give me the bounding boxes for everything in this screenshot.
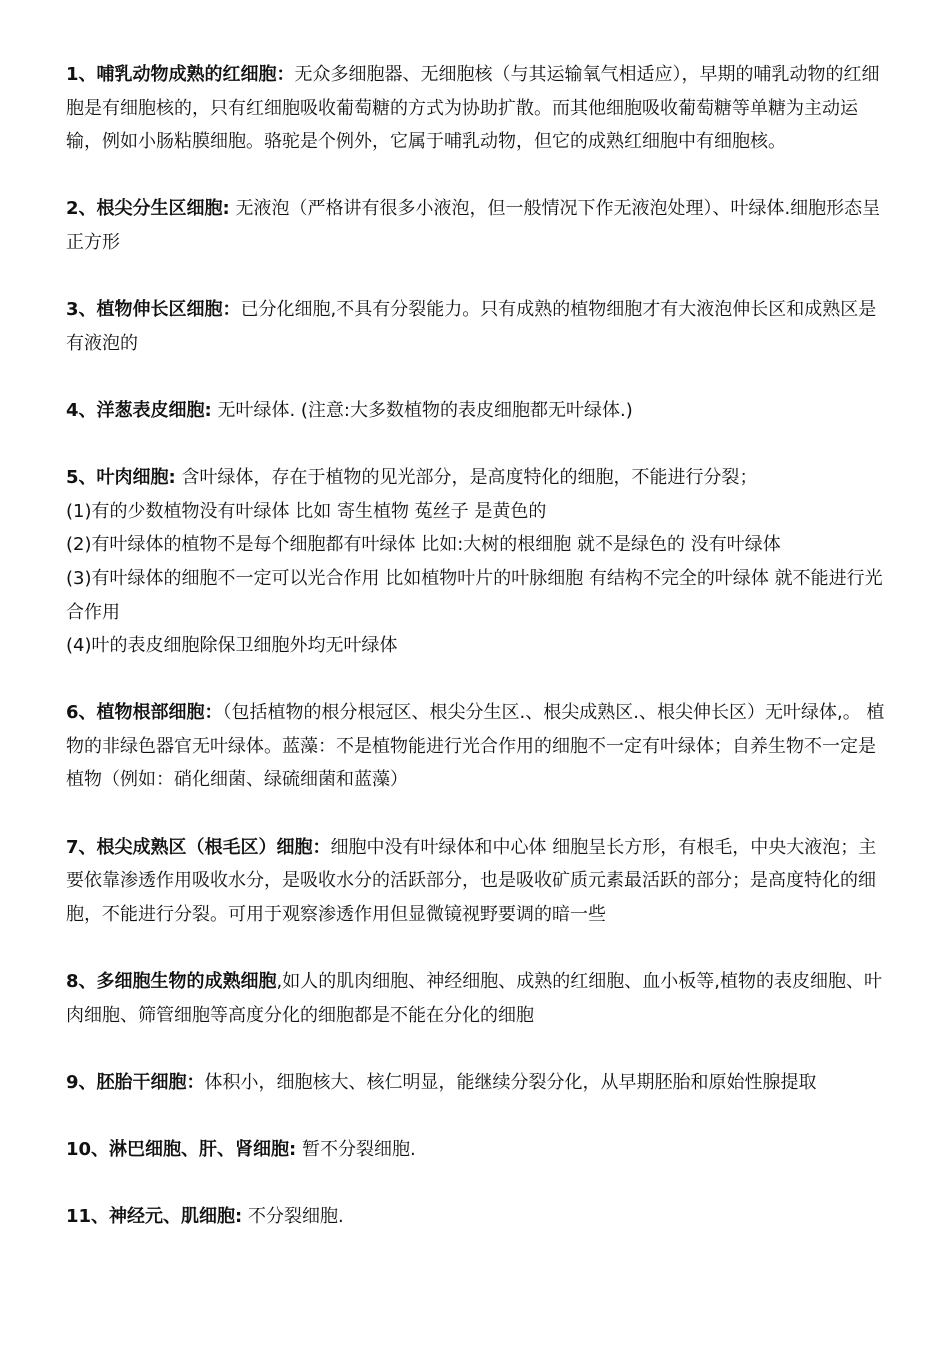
document-page (66, 58, 888, 1267)
item-7 (66, 831, 888, 932)
paragraph (66, 965, 888, 1032)
item-heading: 1、哺乳动物成熟的红细胞： (66, 64, 295, 85)
item-body: 不分裂细胞. (242, 1206, 344, 1228)
item-body: 细胞中没有叶绿体和中心体 细胞呈长方形，有根毛，中央大液泡；主要依靠渗透作用吸收水分，是吸收水分的活跃部分，也是吸收矿质元素最活跃的部分；是高度特化的细胞，不能进行分裂。可用于观察渗透作用但显微镜视野要调的暗一些 (66, 836, 877, 925)
item-body: 无叶绿体. (注意:大多数植物的表皮细胞都无叶绿体.) (211, 399, 633, 421)
sub-point-2: (2)有叶绿体的植物不是每个细胞都有叶绿体 比如:大树的根细胞 就不是绿色的 没有叶绿体 (66, 534, 781, 556)
item-heading: 10、淋巴细胞、肝、肾细胞: (66, 1139, 297, 1160)
item-heading: 6、植物根部细胞： (66, 702, 223, 724)
item-body: 体积小，细胞核大、核仁明显，能继续分裂分化，从早期胚胎和原始性腺提取 (204, 1071, 817, 1093)
item-heading: 4、洋葱表皮细胞: (66, 399, 212, 421)
paragraph (66, 394, 888, 428)
item-body: 已分化细胞,不具有分裂能力。只有成熟的植物细胞才有大液泡伸长区和成熟区是有液泡的 (66, 299, 877, 354)
item-4 (66, 394, 888, 428)
item-body: （包括植物的根分根冠区、根尖分生区.、根尖成熟区.、根尖伸长区）无叶绿体,。 植物的非绿色器官无叶绿体。蓝藻：不是植物能进行光合作用的细胞不一定有叶绿体；自养生物不一定是植物（例如：硝化细菌、绿硫细菌和蓝藻） (66, 702, 885, 791)
item-body: 无众多细胞器、无细胞核（与其运输氧气相适应），早期的哺乳动物的红细胞是有细胞核的，只有红细胞吸收葡萄糖的方式为协助扩散。而其他细胞吸收葡萄糖等单糖为主动运输，例如小肠粘膜细胞。骆驼是个例外，它属于哺乳动物，但它的成熟红细胞中有细胞核。 (66, 64, 880, 153)
paragraph (66, 1066, 888, 1100)
item-2 (66, 192, 888, 259)
item-8 (66, 965, 888, 1032)
item-3 (66, 293, 888, 360)
item-body: ,如人的肌肉细胞、神经细胞、成熟的红细胞、血小板等,植物的表皮细胞、叶肉细胞、筛管细胞等高度分化的细胞都是不能在分化的细胞 (66, 971, 882, 1026)
item-body: 暂不分裂细胞. (296, 1139, 416, 1160)
item-9 (66, 1066, 888, 1100)
paragraph (66, 1200, 888, 1234)
paragraph (66, 58, 888, 159)
item-6 (66, 696, 888, 797)
paragraph (66, 831, 888, 932)
item-heading: 9、胚胎干细胞： (66, 1071, 205, 1093)
paragraph (66, 696, 888, 797)
item-heading: 2、根尖分生区细胞: (66, 198, 230, 220)
paragraph (66, 461, 888, 495)
item-body: 无液泡（严格讲有很多小液泡，但一般情况下作无液泡处理）、叶绿体.细胞形态呈正方形 (66, 198, 881, 253)
item-11 (66, 1200, 888, 1234)
item-heading: 5、叶肉细胞: (66, 467, 176, 489)
item-body: 含叶绿体，存在于植物的见光部分，是高度特化的细胞，不能进行分裂； (175, 467, 758, 489)
sub-point-4: (4)叶的表皮细胞除保卫细胞外均无叶绿体 (66, 635, 398, 657)
item-1 (66, 58, 888, 159)
item-heading: 11、神经元、肌细胞: (66, 1206, 243, 1228)
item-heading: 8、多细胞生物的成熟细胞 (66, 971, 277, 993)
item-heading: 3、植物伸长区细胞： (66, 299, 241, 321)
sub-point-3: (3)有叶绿体的细胞不一定可以光合作用 比如植物叶片的叶脉细胞 有结构不完全的叶绿体 就不能进行光合作用 (66, 567, 883, 623)
paragraph (66, 192, 888, 259)
sub-point-1: (1)有的少数植物没有叶绿体 比如 寄生植物 菟丝子 是黄色的 (66, 500, 547, 522)
item-heading: 7、根尖成熟区（根毛区）细胞： (66, 836, 331, 858)
paragraph (66, 1133, 888, 1167)
item-10 (66, 1133, 888, 1167)
paragraph (66, 293, 888, 360)
item-5 (66, 461, 888, 663)
